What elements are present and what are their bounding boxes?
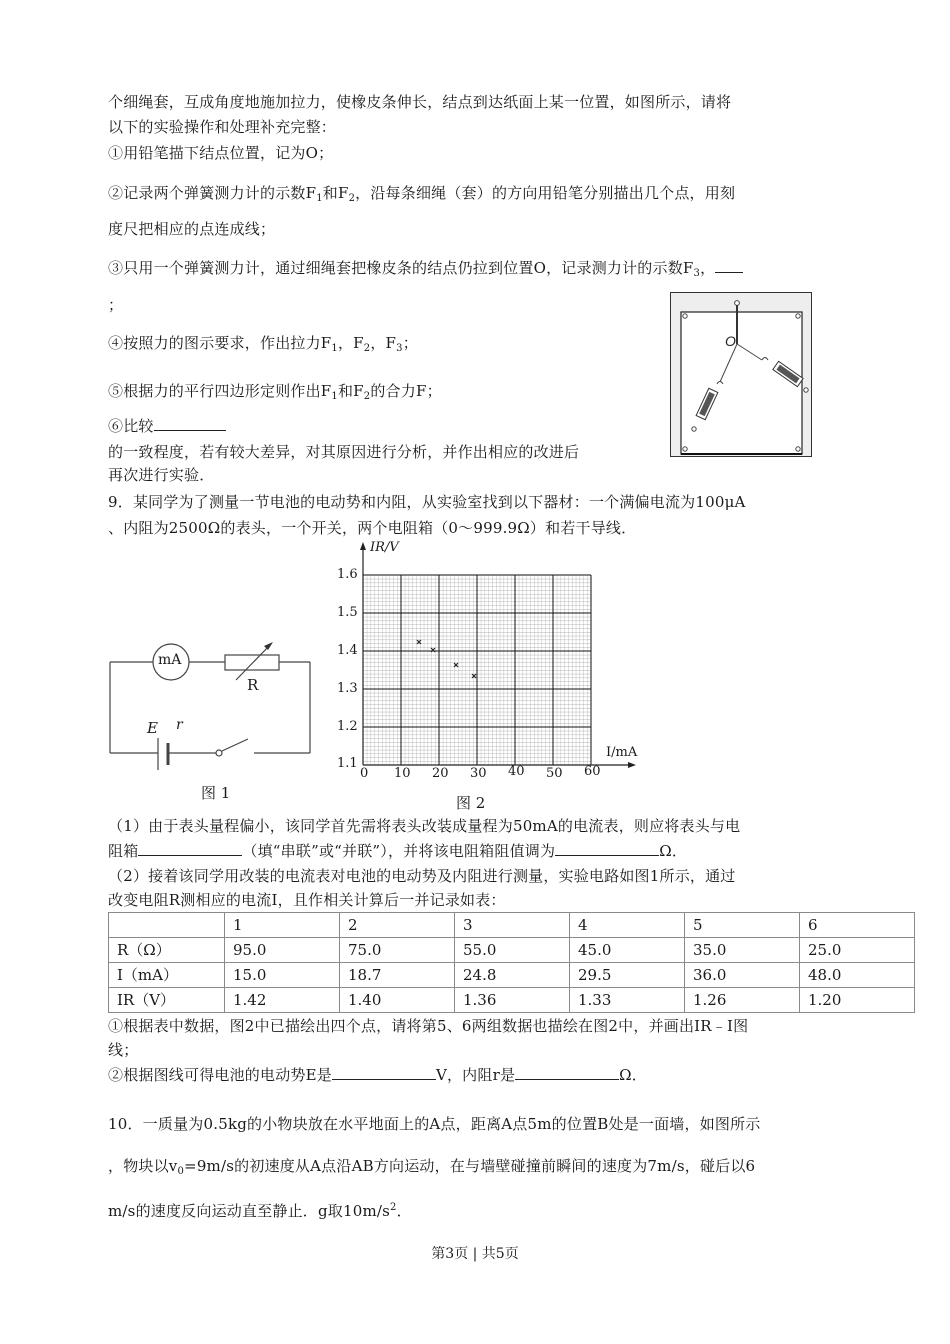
table-cell: R（Ω）: [109, 938, 225, 963]
subscript: 0: [177, 1166, 185, 1177]
table-cell: 4: [570, 913, 685, 938]
q9-line1: 9．某同学为了测量一节电池的电动势和内阻，从实验室找到以下器材：一个满偏电流为100μA: [108, 493, 746, 511]
q8-step3: [108, 258, 743, 278]
answer-blank-internal-resistance[interactable]: [515, 1065, 619, 1080]
q8-step5: [108, 381, 442, 401]
text: Ω．: [659, 842, 688, 860]
answer-blank-step6[interactable]: [154, 416, 226, 431]
subscript: 1: [331, 391, 338, 402]
text: ④按照力的图示要求，作出拉力F: [108, 334, 332, 352]
q8-intro-line1: 个细绳套，互成角度地施加拉力，使橡皮条伸长，结点到达纸面上某一位置，如图所示，请将: [108, 93, 732, 111]
x-tick: 50: [546, 766, 563, 781]
text: 和F: [322, 184, 349, 202]
text: ；: [402, 334, 418, 352]
x-tick: 10: [394, 766, 411, 781]
q8-step2: [108, 183, 735, 203]
table-cell: 48.0: [800, 963, 915, 988]
y-tick: 1.6: [337, 567, 358, 582]
answer-blank-connection[interactable]: [138, 841, 242, 856]
q10-line1: 10．一质量为0.5kg的小物块放在水平地面上的A点，距离A点5m的位置B处是一面墙，如图所示: [108, 1115, 761, 1133]
y-axis-label: IR/V: [370, 540, 399, 555]
y-tick: 1.5: [337, 605, 358, 620]
y-tick: 1.4: [337, 643, 358, 658]
q9-part1-line2: [108, 841, 687, 861]
text: m/s的速度反向运动直至静止．g取10m/s: [108, 1202, 391, 1220]
text: =9m/s的初速度从A点沿AB方向运动，在与墙壁碰撞前瞬间的速度为7m/s，碰后以6: [184, 1157, 756, 1175]
y-tick: 1.2: [337, 719, 358, 734]
answer-blank-resistance[interactable]: [555, 841, 659, 856]
table-row: [109, 938, 915, 963]
text: 阻箱: [108, 842, 139, 860]
x-tick: 20: [432, 766, 449, 781]
resistor-label: R: [247, 676, 259, 694]
y-tick: 1.3: [337, 681, 358, 696]
table-cell: 6: [800, 913, 915, 938]
q8-step1: ①用铅笔描下结点位置，记为O；: [108, 144, 334, 162]
circuit-schematic: [108, 640, 313, 770]
text: ．: [396, 1202, 412, 1220]
table-cell: 75.0: [340, 938, 455, 963]
emf-label: E: [147, 719, 158, 737]
table-cell: 15.0: [225, 963, 340, 988]
subscript: 2: [363, 343, 371, 354]
table-cell: 2: [340, 913, 455, 938]
x-tick: 30: [470, 766, 487, 781]
superscript: 2: [390, 1202, 397, 1213]
table-cell: 55.0: [455, 938, 570, 963]
q8-step6: [108, 416, 226, 436]
text: ②根据图线可得电池的电动势E是: [108, 1066, 332, 1084]
point-o-label: O: [725, 333, 736, 349]
table-cell: 45.0: [570, 938, 685, 963]
answer-blank-step3[interactable]: [715, 258, 743, 273]
q8-step2-line2: 度尺把相应的点连成线；: [108, 220, 276, 238]
text: Ω．: [619, 1066, 648, 1084]
subscript: 2: [348, 193, 356, 204]
q8-step3-end: ；: [108, 296, 124, 314]
text: ②记录两个弹簧测力计的示数F: [108, 184, 317, 202]
table-cell: 25.0: [800, 938, 915, 963]
subscript: 3: [396, 343, 403, 354]
text: ，沿每条细绳（套）的方向用铅笔分别描出几个点，用刻: [355, 184, 736, 202]
q10-line2: [108, 1156, 755, 1176]
y-tick: 1.1: [337, 756, 358, 771]
q8-step4: [108, 333, 418, 353]
table-header-row: [109, 913, 915, 938]
force-board-figure: [670, 292, 812, 457]
table-cell: 1.36: [455, 988, 570, 1013]
ir-i-chart-fig2: [330, 540, 640, 790]
x-tick: 40: [508, 764, 525, 779]
subscript: 2: [363, 391, 371, 402]
subscript: 1: [331, 343, 338, 354]
table-cell: I（mA）: [109, 963, 225, 988]
table-cell: 1.40: [340, 988, 455, 1013]
q9-sub1-line1: ①根据表中数据，图2中已描绘出四个点，请将第5、6两组数据也描绘在图2中，并画出IR﹣I图: [108, 1017, 749, 1035]
subscript: 1: [316, 193, 323, 204]
q9-sub2: [108, 1065, 647, 1085]
table-cell: 1.33: [570, 988, 685, 1013]
q9-sub1-line2: 线；: [108, 1041, 139, 1059]
subscript: 3: [693, 268, 701, 279]
table-cell: 1: [225, 913, 340, 938]
text: V，内阻r是: [435, 1066, 516, 1084]
q8-step6-line2: 的一致程度，若有较大差异，对其原因进行分析，并作出相应的改进后: [108, 443, 580, 461]
internal-resistance-label: r: [176, 717, 183, 733]
text: ③只用一个弹簧测力计，通过细绳套把橡皮条的结点仍拉到位置O，记录测力计的示数F: [108, 259, 694, 277]
x-axis-label: I/mA: [606, 745, 638, 760]
table-cell: IR（V）: [109, 988, 225, 1013]
text: ，F: [370, 334, 397, 352]
q10-line3: [108, 1201, 412, 1221]
table-cell: 35.0: [685, 938, 800, 963]
table-cell: 3: [455, 913, 570, 938]
table-cell: 1.20: [800, 988, 915, 1013]
text: ⑤根据力的平行四边形定则作出F: [108, 382, 332, 400]
table-cell: 36.0: [685, 963, 800, 988]
table-cell: 29.5: [570, 963, 685, 988]
table-row: [109, 963, 915, 988]
q9-part2-line1: （2）接着该同学用改装的电流表对电池的电动势及内阻进行测量，实验电路如图1所示，通过: [108, 867, 736, 885]
x-tick: 60: [584, 764, 601, 779]
fig2-caption: 图 2: [456, 794, 486, 812]
table-cell: 95.0: [225, 938, 340, 963]
milliammeter-label: mA: [158, 652, 182, 668]
circuit-diagram-fig1: [108, 640, 313, 770]
text: （填“串联”或“并联”），并将该电阻箱阻值调为: [242, 842, 556, 860]
q8-step6-line3: 再次进行实验．: [108, 466, 215, 484]
text: ⑥比较: [108, 417, 154, 435]
page-footer: 第3页 | 共5页: [431, 1246, 519, 1262]
table-row: [109, 988, 915, 1013]
q8-intro-line2: 以下的实验操作和处理补充完整：: [108, 118, 337, 136]
table-cell: 24.8: [455, 963, 570, 988]
table-cell: 5: [685, 913, 800, 938]
table-cell: 18.7: [340, 963, 455, 988]
text: ，F: [337, 334, 364, 352]
force-board-diagram: [670, 292, 812, 457]
text: 和F: [337, 382, 364, 400]
fig1-caption: 图 1: [201, 784, 231, 802]
q9-part2-line2: 改变电阻R测相应的电流I，且作相关计算后一并记录如表：: [108, 891, 506, 909]
q9-line2: 、内阻为2500Ω的表头，一个开关，两个电阻箱（0～999.9Ω）和若干导线．: [108, 519, 637, 537]
measurement-table: [108, 912, 915, 1013]
graph-grid: [330, 540, 640, 790]
text: 的合力F；: [370, 382, 442, 400]
table-cell: 1.26: [685, 988, 800, 1013]
text: ，物块以v: [108, 1157, 178, 1175]
table-cell: 1.42: [225, 988, 340, 1013]
answer-blank-emf[interactable]: [332, 1065, 436, 1080]
text: ，: [700, 259, 716, 277]
q9-part1-line1: （1）由于表头量程偏小，该同学首先需将表头改装成量程为50mA的电流表，则应将表头与电: [108, 817, 741, 835]
x-tick: 0: [360, 766, 369, 781]
table-cell: [109, 913, 225, 938]
